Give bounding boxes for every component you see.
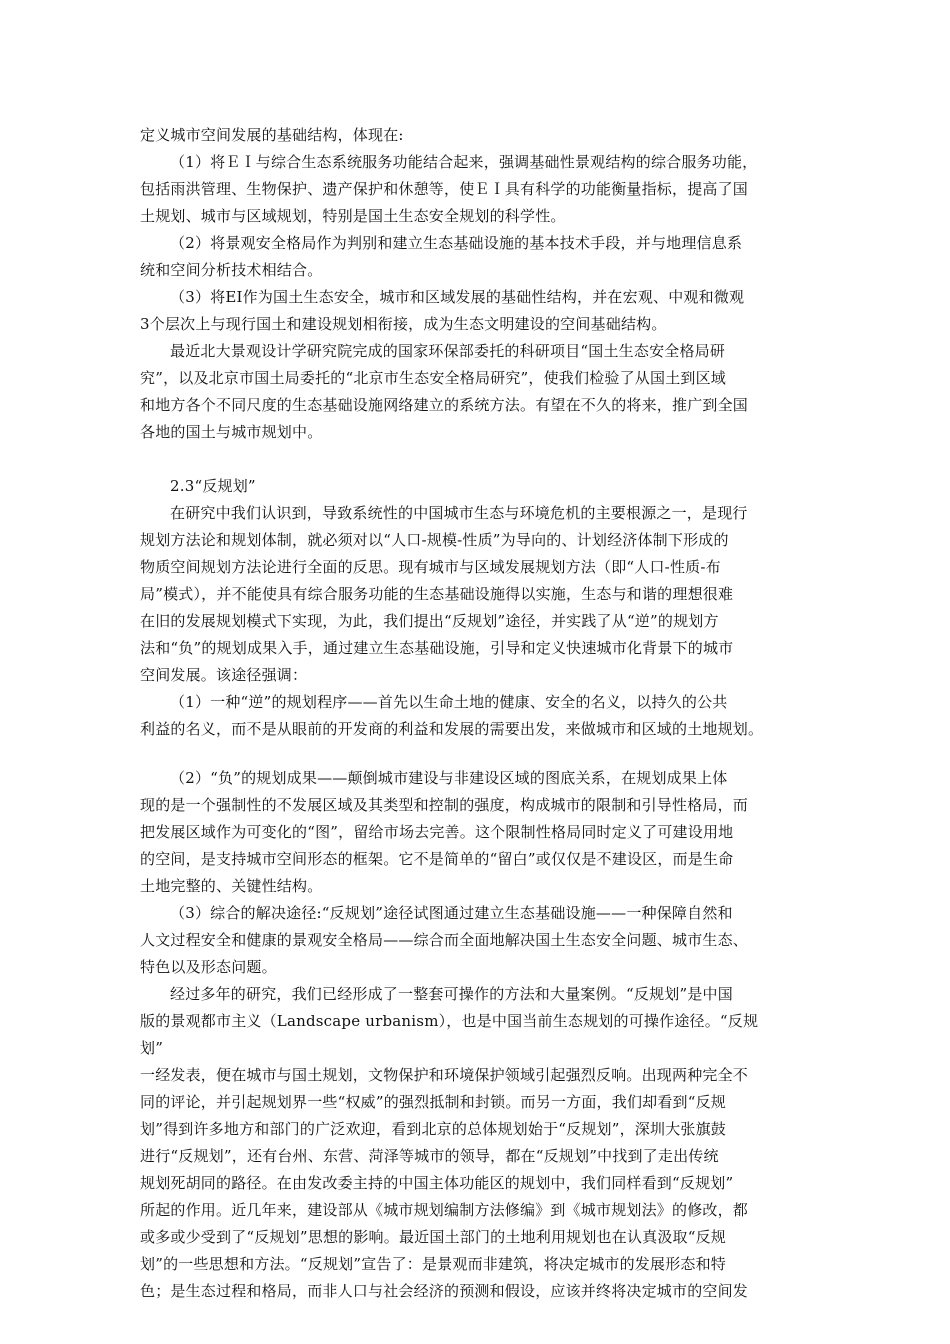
text-line: 空间发展。该途径强调： (140, 666, 308, 684)
text-line: 规划死胡同的路径。在由发改委主持的中国主体功能区的规划中，我们同样看到“反规划” (140, 1174, 734, 1192)
section-heading: 2.3“反规划” (170, 477, 256, 495)
text-line: 或多或少受到了“反规划”思想的影响。最近国土部门的土地利用规划也在认真汲取“反规 (140, 1228, 727, 1246)
spacer (140, 743, 830, 765)
text-line: （1）将ＥＩ与综合生态系统服务功能结合起来，强调基础性景观结构的综合服务功能， (170, 153, 758, 171)
text-line: 物质空间规划方法论进行全面的反思。现有城市与区域发展规划方法（即“人口-性质-布 (140, 558, 721, 576)
text-line: 所起的作用。近几年来，建设部从《城市规划编制方法修编》到《城市规划法》的修改，都 (140, 1201, 749, 1219)
text-line: 局”模式），并不能使具有综合服务功能的生态基础设施得以实施，生态与和谐的理想很难 (140, 585, 734, 603)
text-line: 的空间，是支持城市空间形态的框架。它不是简单的“留白”或仅仅是不建设区，而是生命 (140, 850, 734, 868)
text-line: 利益的名义，而不是从眼前的开发商的利益和发展的需要出发，来做城市和区域的土地规划。 (140, 720, 764, 738)
text-line: （3）综合的解决途径:“反规划”途径试图通过建立生态基础设施——一种保障自然和 (170, 904, 733, 922)
text-line: （1）一种“逆”的规划程序——首先以生命土地的健康、安全的名义，以持久的公共 (170, 693, 728, 711)
spacer (140, 446, 830, 473)
text-line: （3）将EI作为国土生态安全，城市和区域发展的基础性结构，并在宏观、中观和微观 (170, 288, 745, 306)
text-line: 进行“反规划”，还有台州、东营、菏泽等城市的领导，都在“反规划”中找到了走出传统 (140, 1147, 719, 1165)
text-line: 色；是生态过程和格局，而非人口与社会经济的预测和假设，应该并终将决定城市的空间发 (140, 1282, 749, 1300)
text-line: 统和空间分析技术相结合。 (140, 261, 323, 279)
text-line: 法和“负”的规划成果入手，通过建立生态基础设施，引导和定义快速城市化背景下的城市 (140, 639, 734, 657)
text-line: 版的景观都市主义（Landscape urbanism），也是中国当前生态规划的可操作途径。“反规 (140, 1012, 759, 1030)
text-line: 一经发表，便在城市与国土规划，文物保护和环境保护领域引起强烈反响。出现两种完全不 (140, 1066, 749, 1084)
text-line: 在旧的发展规划模式下实现，为此，我们提出“反规划”途径，并实践了从“逆”的规划方 (140, 612, 719, 630)
text-line: （2）将景观安全格局作为判别和建立生态基础设施的基本技术手段，并与地理信息系 (170, 234, 743, 252)
text-line: 把发展区域作为可变化的“图”，留给市场去完善。这个限制性格局同时定义了可建设用地 (140, 823, 734, 841)
text-line: 规划方法论和规划体制，就必须对以“人口-规模-性质”为导向的、计划经济体制下形成的 (140, 531, 729, 549)
document-page (140, 122, 830, 1305)
text-line: 包括雨洪管理、生物保护、遗产保护和休憩等，使ＥＩ具有科学的功能衡量指标，提高了国 (140, 180, 749, 198)
text-line: 特色以及形态问题。 (140, 958, 277, 976)
text-line: （2）“负”的规划成果——颠倒城市建设与非建设区域的图底关系，在规划成果上体 (170, 769, 728, 787)
text-line: 3个层次上与现行国土和建设规划相衔接，成为生态文明建设的空间基础结构。 (140, 315, 667, 333)
text-line: 土地完整的、关键性结构。 (140, 877, 323, 895)
text-line: 和地方各个不同尺度的生态基础设施网络建立的系统方法。有望在不久的将来，推广到全国 (140, 396, 749, 414)
text-line: 究”，以及北京市国土局委托的“北京市生态安全格局研究”，使我们检验了从国土到区域 (140, 369, 727, 387)
text-line: 人文过程安全和健康的景观安全格局——综合而全面地解决国土生态安全问题、城市生态、 (140, 931, 749, 949)
text-line: 最近北大景观设计学研究院完成的国家环保部委托的科研项目“国土生态安全格局研 (170, 342, 726, 360)
text-line: 经过多年的研究，我们已经形成了一整套可操作的方法和大量案例。“反规划”是中国 (170, 985, 733, 1003)
text-line: 现的是一个强制性的不发展区域及其类型和控制的强度，构成城市的限制和引导性格局，而 (140, 796, 749, 814)
text-line: 土规划、城市与区域规划，特别是国土生态安全规划的科学性。 (140, 207, 566, 225)
text-line: 定义城市空间发展的基础结构，体现在: (140, 126, 404, 144)
text-line: 同的评论，并引起规划界一些“权威”的强烈抵制和封锁。而另一方面，我们却看到“反规 (140, 1093, 727, 1111)
text-line: 在研究中我们认识到，导致系统性的中国城市生态与环境危机的主要根源之一，是现行 (170, 504, 748, 522)
text-line: 划” (140, 1039, 164, 1057)
text-line: 划”得到许多地方和部门的广泛欢迎，看到北京的总体规划始于“反规划”，深圳大张旗鼓 (140, 1120, 727, 1138)
text-line: 各地的国土与城市规划中。 (140, 423, 323, 441)
text-line: 划”的一些思想和方法。“反规划”宣告了：是景观而非建筑，将决定城市的发展形态和特 (140, 1255, 727, 1273)
